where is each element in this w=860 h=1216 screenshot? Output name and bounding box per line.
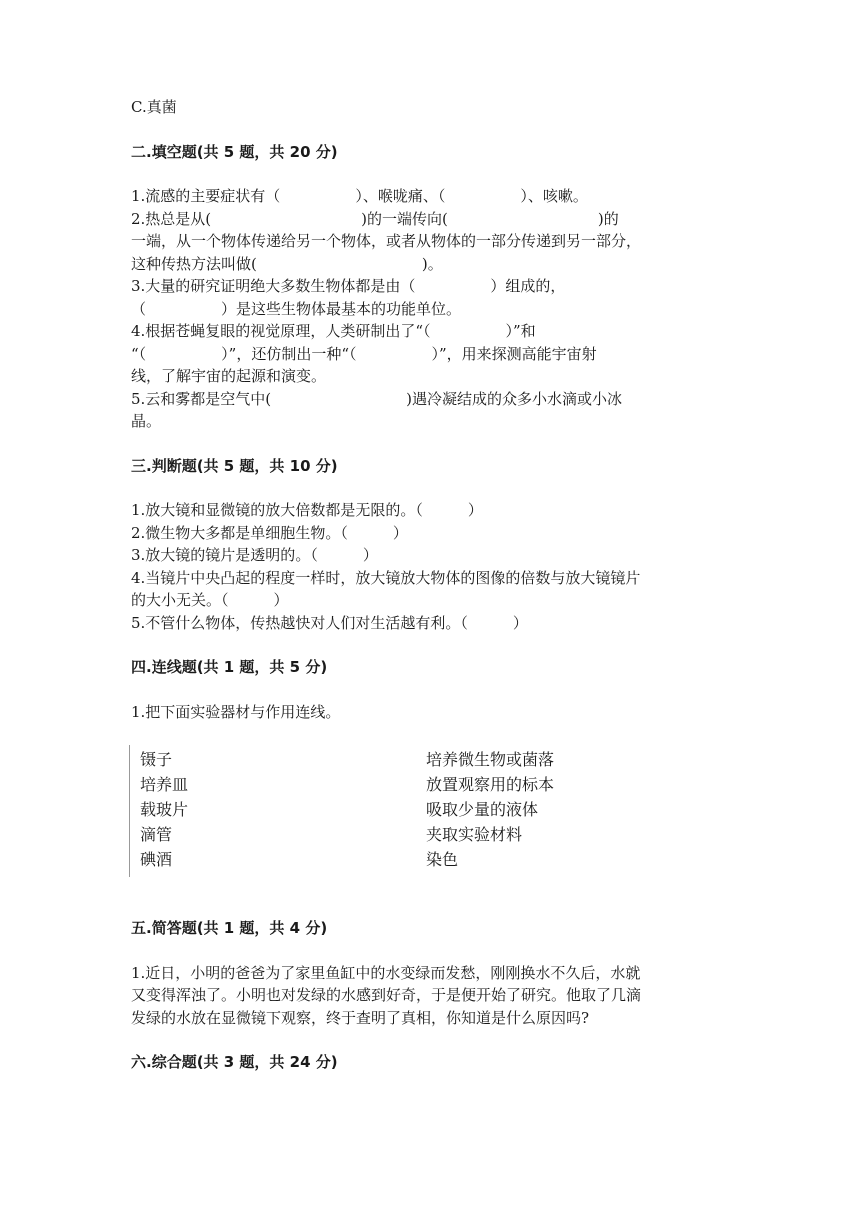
fill-in-questions [131,185,731,433]
fill-line: “（ ）”，还仿制出一种“（ ）”，用来探测高能宇宙射 [131,344,597,363]
judge-line: 的大小无关。（ ） [131,591,289,609]
fill-line: 一端，从一个物体传递给另一个物体，或者从物体的一部分传递到另一部分， [131,232,642,250]
short-answer-question [131,962,731,1030]
judge-line: 4.当镜片中央凸起的程度一样时，放大镜放大物体的图像的倍数与放大镜镜片 [131,568,641,587]
answer-line: 1.近日，小明的爸爸为了家里鱼缸中的水变绿而发愁，刚刚换水不久后，水就 [131,963,641,982]
matching-question: 1.把下面实验器材与作用连线。 [131,702,341,721]
judge-line: 3.放大镜的镜片是透明的。（ ） [131,546,378,564]
fill-line: 5.云和雾都是空气中( )遇冷凝结成的众多小水滴或小冰 [131,389,623,408]
answer-line: 发绿的水放在显微镜下观察，终于查明了真相，你知道是什么原因吗? [131,1008,590,1027]
judge-line: 5.不管什么物体，传热越快对人们对生活越有利。（ ） [131,613,528,632]
right-item-stain: 染色 [426,850,459,869]
exam-page [131,96,731,1074]
fill-line: 晶。 [131,412,162,430]
fill-line: （ ）是这些生物体最基本的功能单位。 [131,299,462,318]
fill-line: 线，了解宇宙的起源和演变。 [131,367,327,385]
section4-heading: 四.连线题(共 1 题，共 5 分) [131,658,328,676]
section3-heading: 三.判断题(共 5 题，共 10 分) [131,456,338,475]
fill-line: 2.热总是从( )的一端传向( )的 [131,209,619,228]
section2-heading: 二.填空题(共 5 题，共 20 分) [131,142,338,161]
judge-line: 2.微生物大多都是单细胞生物。（ ） [131,523,408,542]
fill-line: 4.根据苍蝇复眼的视觉原理，人类研制出了“（ ）”和 [131,322,536,340]
answer-line: 又变得浑浊了。小明也对发绿的水感到好奇，于是便开始了研究。他取了几滴 [131,986,642,1004]
judge-line: 1.放大镜和显微镜的放大倍数都是无限的。（ ） [131,501,483,519]
fill-line: 3.大量的研究证明绝大多数生物体都是由（ ）组成的， [131,277,566,295]
right-item-liquid: 吸取少量的液体 [426,800,539,819]
left-item-dropper: 滴管 [140,825,173,844]
section5-heading: 五.简答题(共 1 题，共 4 分) [131,919,328,937]
true-false-questions [131,499,731,634]
left-item-iodine: 碘酒 [140,850,173,869]
left-item-petri-dish: 培养皿 [140,775,189,794]
section6-heading: 六.综合题(共 3 题，共 24 分) [131,1053,338,1071]
fill-line: 1.流感的主要症状有（ ）、喉咙痛、（ ）、咳嗽。 [131,187,588,205]
right-item-clamp: 夹取实验材料 [426,825,523,844]
right-item-specimen: 放置观察用的标本 [426,775,555,794]
fill-line: 这种传热方法叫做( )。 [131,254,443,273]
left-item-slide: 载玻片 [140,800,189,819]
matching-table [129,745,600,877]
left-item-tweezers: 镊子 [140,750,173,769]
right-item-culture: 培养微生物或菌落 [426,750,555,769]
prev-option-c: C.真菌 [131,98,177,116]
